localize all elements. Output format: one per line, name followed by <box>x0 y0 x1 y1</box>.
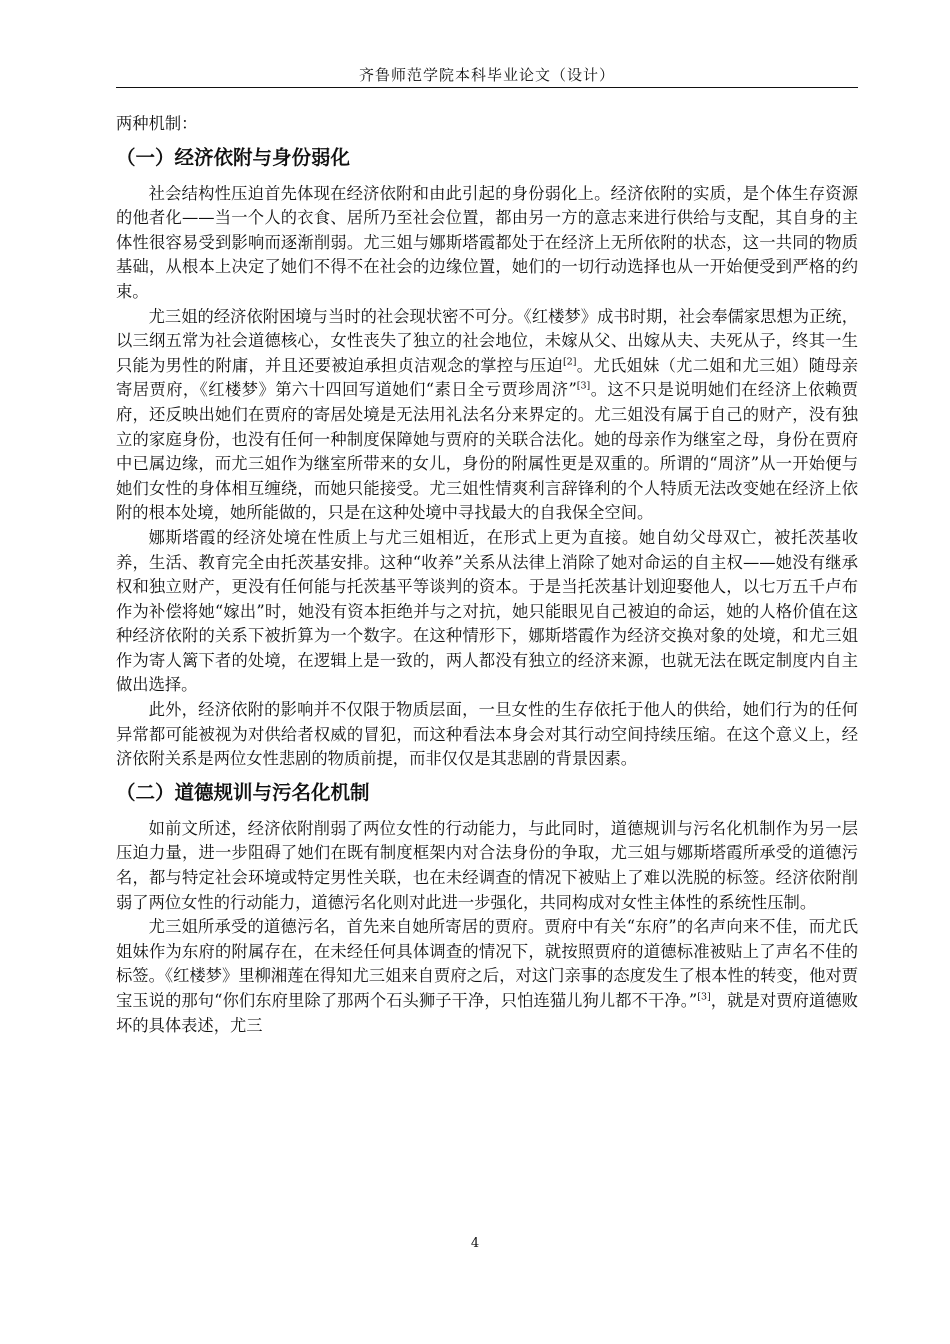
section-heading-2: （二）道德规训与污名化机制 <box>116 780 370 804</box>
paragraph: 如前文所述，经济依附削弱了两位女性的行动能力，与此同时，道德规训与污名化机制作为另一层压迫力量，进一步阻碍了她们在既有制度框架内对合法身份的争取，尤三姐与娜斯塔霞所承受的道德污名，都与特定社会环境或特定男性关联，也在未经调查的情况下被贴上了难以洗脱的标签。经济依附削弱了两位女性的行动能力，道德污名化则对此进一步强化，共同构成对女性主体性的系统性压制。 <box>116 818 858 912</box>
citation-ref: [2] <box>563 356 577 368</box>
paragraph-text: 尤三姐所承受的道德污名，首先来自她所寄居的贾府。贾府中有关“东府”的名声向来不佳，而尤氏姐妹作为东府的附属存在，在未经任何具体调查的情况下，就按照贾府的道德标准被贴上了声名不佳的标签。《红楼梦》里柳湘莲在得知尤三姐来自贾府之后，对这门亲事的态度发生了根本性的转变，他对贾宝玉说的那句“你们东府里除了那两个石头狮子干净，只怕连猫儿狗儿都不干净。” <box>116 917 858 1010</box>
paragraph-text: 尤三姐的经济依附困境与当时的社会现状密不可分。《红楼梦》成书时期，社会奉儒家思想为正统，以三纲五常为社会道德核心，女性丧失了独立的社会地位，未嫁从父、出嫁从夫、夫死从子，终其一生只能为男性的附庸，并且还要被迫承担贞洁观念的掌控与压迫 <box>116 306 858 375</box>
page-number: 4 <box>470 1236 480 1251</box>
paragraph: 此外，经济依附的影响并不仅限于物质层面，一旦女性的生存依托于他人的供给，她们行为的任何异常都可能被视为对供给者权威的冒犯，而这种看法本身会对其行动空间持续压缩。在这个意义上，经济依附关系是两位女性悲剧的物质前提，而非仅仅是其悲剧的背景因素。 <box>116 700 858 769</box>
header-rule <box>116 87 858 88</box>
paragraph <box>116 915 858 1038</box>
intro-line: 两种机制： <box>116 114 198 133</box>
body-content <box>116 112 858 1038</box>
citation-ref: [3] <box>576 380 591 392</box>
paragraph: 社会结构性压迫首先体现在经济依附和由此引起的身份弱化上。经济依附的实质，是个体生存资源的他者化——当一个人的衣食、居所乃至社会位置，都由另一方的意志来进行供给与支配，其自身的主体性很容易受到影响而逐渐削弱。尤三姐与娜斯塔霞都处于在经济上无所依附的状态，这一共同的物质基础，从根本上决定了她们不得不在社会的边缘位置，她们的一切行动选择也从一开始便受到严格的约束。 <box>116 183 858 301</box>
paragraph-text: 。尤氏姐妹（尤二姐和尤三姐）随母亲寄居贾府，《红楼梦》第六十四回写道她们“素日全亏贾珍周济” <box>116 355 858 400</box>
paragraph: 娜斯塔霞的经济处境在性质上与尤三姐相近，在形式上更为直接。她自幼父母双亡，被托茨基收养，生活、教育完全由托茨基安排。这种“收养”关系从法律上消除了她对命运的自主权——她没有继承权和独立财产，更没有任何能与托茨基平等谈判的资本。于是当托茨基计划迎娶他人，以七万五千卢布作为补偿将她“嫁出”时，她没有资本拒绝并与之对抗，她只能眼见自己被迫的命运，她的人格价值在这种经济依附的关系下被折算为一个数字。在这种情形下，娜斯塔霞作为经济交换对象的处境，和尤三姐作为寄人篱下者的处境，在逻辑上是一致的，两人都没有独立的经济来源，也就无法在既定制度内自主做出选择。 <box>116 527 858 695</box>
running-header: 齐鲁师范学院本科毕业论文（设计） <box>358 66 615 84</box>
citation-ref: [3] <box>697 991 711 1003</box>
paragraph-text: ，就是对贾府道德败坏的具体表述，尤三 <box>116 991 858 1035</box>
paragraph-text: 。这不只是说明她们在经济上依赖贾府，还反映出她们在贾府的寄居处境是无法用礼法名分来界定的。尤三姐没有属于自己的财产，没有独立的家庭身份，也没有任何一种制度保障她与贾府的关联合法化。她的母亲作为继室之母，身份在贾府中已属边缘，而尤三姐作为继室所带来的女儿，身份的附属性更是双重的。所谓的“周济”从一开始便与她们女性的身体相互缠绕，而她只能接受。尤三姐性情爽利言辞锋利的个人特质无法改变她在经济上依附的根本处境，她所能做的，只是在这种处境中寻找最大的自我保全空间。 <box>116 380 858 523</box>
paragraph <box>116 305 858 526</box>
section-heading-1: （一）经济依附与身份弱化 <box>116 145 351 169</box>
